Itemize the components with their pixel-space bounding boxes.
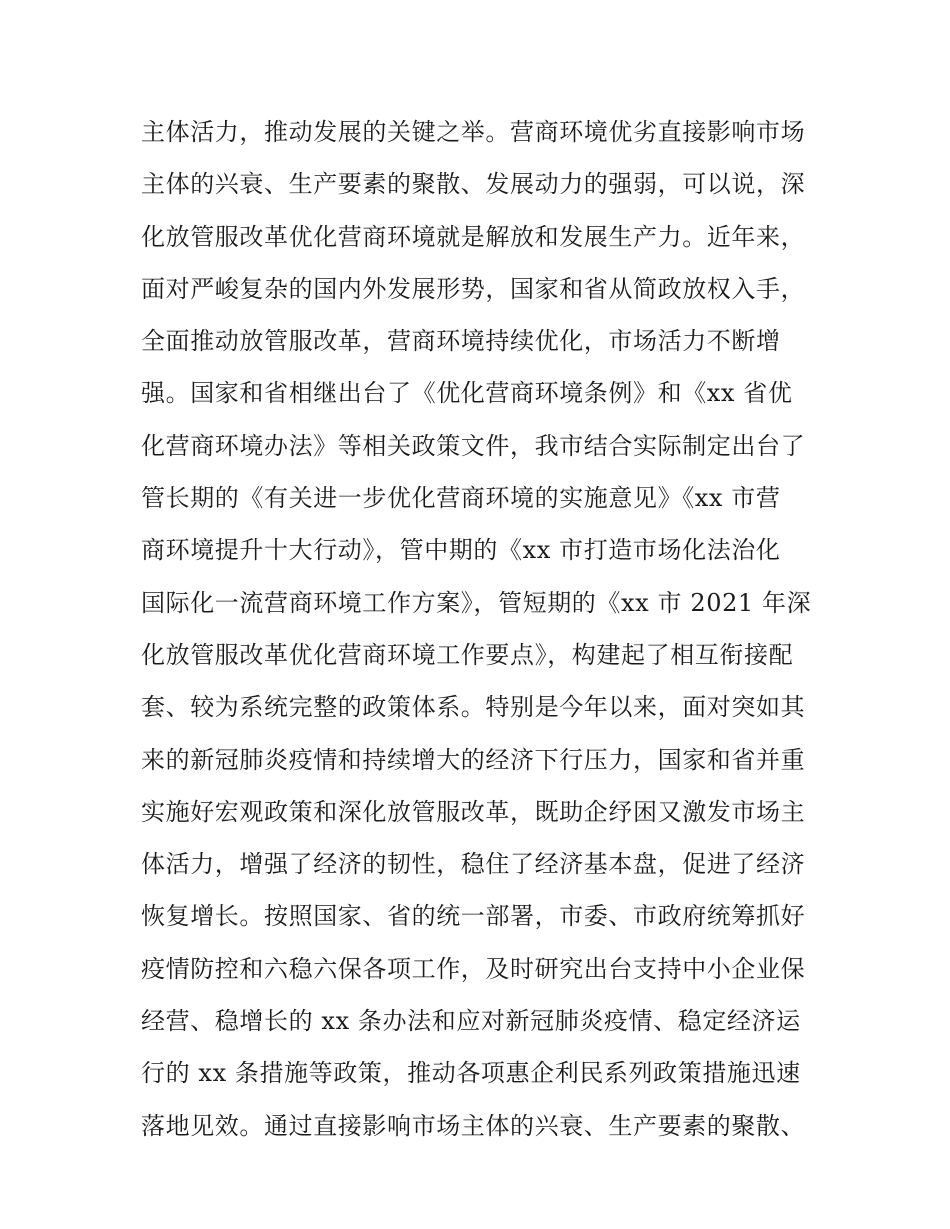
text-line: 化放管服改革优化营商环境就是解放和发展生产力。近年来， <box>141 222 806 251</box>
text-line: 国际化一流营商环境工作方案》，管短期的《xx 市 2021 年深 <box>141 588 812 617</box>
text-line: 主体活力，推动发展的关键之举。营商环境优劣直接影响市场 <box>141 118 806 146</box>
body-paragraph <box>141 106 821 1152</box>
text-line: 实施好宏观政策和深化放管服改革，既助企纾困又激发市场主 <box>141 797 806 826</box>
text-line: 全面推动放管服改革，营商环境持续优化，市场活力不断增 <box>141 327 781 356</box>
text-line: 来的新冠肺炎疫情和持续增大的经济下行压力，国家和省并重 <box>141 745 806 774</box>
text-line: 化营商环境办法》等相关政策文件，我市结合实际制定出台了 <box>141 431 806 460</box>
text-line: 套、较为系统完整的政策体系。特别是今年以来，面对突如其 <box>141 693 806 722</box>
text-line: 强。国家和省相继出台了《优化营商环境条例》和《xx 省优 <box>141 379 793 408</box>
text-line: 体活力，增强了经济的韧性，稳住了经济基本盘，促进了经济 <box>141 850 806 879</box>
text-line: 恢复增长。按照国家、省的统一部署，市委、市政府统筹抓好 <box>141 902 806 931</box>
text-line: 面对严峻复杂的国内外发展形势，国家和省从简政放权入手， <box>141 274 806 303</box>
text-line: 行的 xx 条措施等政策，推动各项惠企利民系列政策措施迅速 <box>141 1059 801 1088</box>
text-line: 管长期的《有关进一步优化营商环境的实施意见》《xx 市营 <box>141 484 781 513</box>
text-line: 经营、稳增长的 xx 条办法和应对新冠肺炎疫情、稳定经济运 <box>141 1007 801 1036</box>
text-line: 化放管服改革优化营商环境工作要点》，构建起了相互衔接配 <box>141 640 794 669</box>
text-line: 商环境提升十大行动》，管中期的《xx 市打造市场化法治化 <box>141 536 781 565</box>
text-line: 落地见效。通过直接影响市场主体的兴衰、生产要素的聚散、 <box>141 1111 806 1140</box>
text-line: 主体的兴衰、生产要素的聚散、发展动力的强弱，可以说，深 <box>141 170 806 199</box>
text-line: 疫情防控和六稳六保各项工作，及时研究出台支持中小企业保 <box>141 954 806 983</box>
